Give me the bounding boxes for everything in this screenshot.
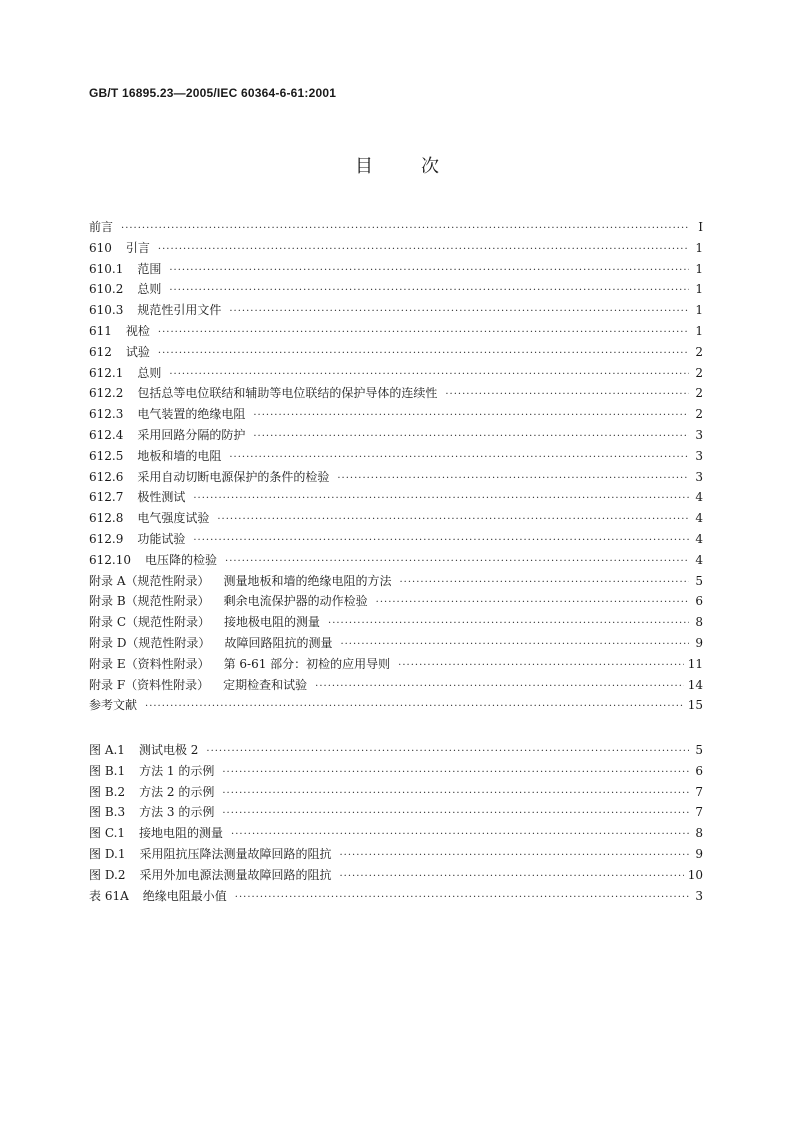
toc-entry-label: 功能试验: [137, 531, 186, 546]
toc-entry-number: 附录 D（规范性附录）: [89, 635, 211, 650]
toc-entry-label: 故障回路阻抗的测量: [224, 635, 333, 650]
toc-entry[interactable]: [89, 550, 703, 571]
toc-entry[interactable]: [89, 342, 703, 363]
toc-entry-label: 采用自动切断电源保护的条件的检验: [137, 469, 330, 484]
toc-entry-page-number: 6: [695, 594, 703, 609]
dot-leader: [169, 261, 689, 282]
toc-entry-label: 极性测试: [137, 490, 186, 505]
toc-entry-number: 610.3: [89, 303, 124, 318]
figure-entry-label: 采用阻抗压降法测量故障回路的阻抗: [139, 846, 332, 861]
dot-leader: [340, 635, 689, 656]
toc-entry-page-number: 3: [695, 469, 703, 484]
toc-entry-number: 612.8: [89, 511, 124, 526]
figure-entry-page-number: 3: [695, 888, 703, 903]
figure-entry-label: 采用外加电源法测量故障回路的阻抗: [139, 867, 332, 882]
dot-leader: [315, 677, 684, 698]
toc-entry-number: 612.7: [89, 490, 124, 505]
dot-leader: [445, 385, 689, 406]
toc-entry-page-number: 1: [695, 323, 703, 338]
dot-leader: [328, 614, 689, 635]
toc-entry-label: 规范性引用文件: [137, 303, 222, 318]
toc-entry[interactable]: [89, 571, 703, 592]
figure-list: [89, 740, 703, 906]
toc-entry[interactable]: [89, 363, 703, 384]
figure-entry-number: 图 B.2: [89, 784, 126, 799]
toc-entry-number: 612.10: [89, 552, 131, 567]
toc-entry-number: 附录 C（规范性附录）: [89, 615, 210, 630]
toc-entry-number: 612.3: [89, 407, 124, 422]
figure-entry[interactable]: [89, 844, 703, 865]
toc-entry-page-number: 4: [695, 552, 703, 567]
dot-leader: [158, 323, 689, 344]
dot-leader: [222, 763, 689, 784]
dot-leader: [222, 804, 689, 825]
figure-entry-page-number: 8: [695, 826, 703, 841]
toc-entry-label: 参考文献: [89, 698, 138, 713]
figure-entry[interactable]: [89, 823, 703, 844]
toc-entry-label: 引言: [125, 240, 150, 255]
toc-entry-number: 610.2: [89, 282, 124, 297]
toc-entry-label: 包括总等电位联结和辅助等电位联结的保护导体的连续性: [137, 386, 438, 401]
toc-entry-label: 范围: [137, 261, 162, 276]
toc-entry-number: 612.9: [89, 531, 124, 546]
toc-entry-number: 610.1: [89, 261, 124, 276]
toc-entry-label: 总则: [137, 365, 162, 380]
page-title: [0, 152, 794, 178]
figure-entry[interactable]: [89, 740, 703, 761]
toc-entry-number: 612.5: [89, 448, 124, 463]
toc-entry-label: 测量地板和墙的绝缘电阻的方法: [223, 573, 392, 588]
figure-entry-label: 测试电极 2: [138, 743, 199, 757]
dot-leader: [339, 846, 689, 867]
toc-entry-number: 611: [89, 323, 112, 338]
toc-entry-number: 附录 B（规范性附录）: [89, 594, 210, 609]
toc-entry[interactable]: [89, 467, 703, 488]
toc-entry[interactable]: [89, 695, 703, 716]
dot-leader: [253, 406, 689, 427]
figure-entry-label: 绝缘电阻最小值: [142, 888, 227, 903]
toc-entry-page-number: 3: [695, 427, 703, 442]
dot-leader: [235, 888, 689, 909]
toc-entry-label: 电气装置的绝缘电阻: [137, 407, 246, 422]
toc-entry[interactable]: [89, 425, 703, 446]
toc-entry-page-number: 4: [695, 531, 703, 546]
toc-entry-number: 附录 A（规范性附录）: [89, 573, 210, 588]
toc-entry-number: 612.2: [89, 386, 124, 401]
dot-leader: [253, 427, 689, 448]
figure-entry-number: 图 D.1: [89, 846, 126, 861]
figure-entry-page-number: 10: [687, 867, 703, 882]
figure-entry[interactable]: [89, 782, 703, 803]
toc-entry-number: 612.1: [89, 365, 124, 380]
toc-entry-number: 612.4: [89, 427, 124, 442]
figure-entry-label: 方法 3 的示例: [139, 805, 215, 820]
toc-entry-label: 电压降的检验: [145, 552, 218, 567]
page-title-part1: 目: [355, 156, 373, 177]
dot-leader: [169, 365, 689, 386]
dot-leader: [193, 531, 689, 552]
toc-entry-page-number: 5: [695, 573, 703, 588]
toc-entry-page-number: Ⅰ: [698, 220, 703, 234]
toc-entry-label: 电气强度试验: [137, 511, 210, 526]
toc-entry-page-number: 2: [695, 407, 703, 422]
page-title-part2: 次: [421, 156, 439, 177]
toc-entry-page-number: 14: [687, 677, 703, 692]
toc-entry-label: 视检: [125, 323, 150, 338]
toc-entry-page-number: 2: [695, 365, 703, 380]
figure-entry[interactable]: [89, 865, 703, 886]
toc-entry-page-number: 2: [695, 344, 703, 359]
standard-code: GB/T 16895.23—2005/IEC 60364-6-61:2001: [89, 86, 337, 100]
toc-entry-number: 612.6: [89, 469, 124, 484]
toc-entry-label: 接地极电阻的测量: [224, 615, 321, 630]
dot-leader: [217, 510, 689, 531]
toc-entry-page-number: 3: [695, 448, 703, 463]
toc-entry[interactable]: [89, 508, 703, 529]
dot-leader: [339, 867, 683, 888]
toc-entry-number: 612: [89, 344, 112, 359]
toc-entry[interactable]: [89, 279, 703, 300]
figure-entry-number: 表 61A: [89, 888, 129, 903]
dot-leader: [193, 489, 689, 510]
toc-entry[interactable]: [89, 633, 703, 654]
toc-entry[interactable]: [89, 300, 703, 321]
figure-entry-number: 图 A.1: [89, 743, 125, 757]
figure-entry-page-number: 6: [695, 763, 703, 778]
toc-entry-page-number: 4: [695, 511, 703, 526]
toc-entry[interactable]: [89, 217, 703, 238]
toc-entry-page-number: 1: [695, 303, 703, 318]
toc-entry-page-number: 4: [695, 490, 703, 505]
toc-entry[interactable]: [89, 654, 703, 675]
toc-entry[interactable]: [89, 446, 703, 467]
toc-list: [89, 217, 703, 716]
dot-leader: [231, 825, 689, 846]
toc-entry-page-number: 1: [695, 282, 703, 297]
dot-leader: [229, 302, 689, 323]
figure-entry-number: 图 C.1: [89, 826, 126, 841]
figure-entry-number: 图 B.1: [89, 763, 126, 778]
dot-leader: [376, 593, 689, 614]
figure-entry-label: 方法 1 的示例: [139, 763, 215, 778]
toc-entry[interactable]: [89, 259, 703, 280]
toc-entry-page-number: 1: [695, 261, 703, 276]
dot-leader: [229, 448, 689, 469]
figure-entry-number: 图 D.2: [89, 867, 126, 882]
dot-leader: [169, 281, 689, 302]
dot-leader: [121, 219, 689, 240]
toc-entry-label: 定期检查和试验: [223, 677, 308, 692]
toc-entry[interactable]: [89, 612, 703, 633]
toc-entry-page-number: 8: [695, 615, 703, 630]
figure-entry[interactable]: [89, 802, 703, 823]
toc-entry-label: 试验: [125, 344, 150, 359]
dot-leader: [337, 469, 689, 490]
toc-entry-page-number: 1: [695, 240, 703, 255]
toc-entry[interactable]: [89, 238, 703, 259]
figure-entry-number: 图 B.3: [89, 805, 126, 820]
toc-entry-number: 附录 F（资料性附录）: [89, 677, 210, 692]
toc-entry-label: 剩余电流保护器的动作检验: [223, 594, 368, 609]
dot-leader: [206, 742, 689, 763]
dot-leader: [400, 573, 690, 594]
toc-entry-number: 610: [89, 240, 112, 255]
toc-entry-number: 附录 E（资料性附录）: [89, 656, 210, 671]
toc-entry-page-number: 15: [687, 698, 703, 713]
toc-entry[interactable]: [89, 529, 703, 550]
toc-entry-label: 前言: [89, 220, 114, 234]
toc-entry[interactable]: [89, 404, 703, 425]
figure-entry-page-number: 9: [695, 846, 703, 861]
toc-entry[interactable]: [89, 383, 703, 404]
toc-entry-page-number: 2: [695, 386, 703, 401]
dot-leader: [158, 344, 689, 365]
toc-entry[interactable]: [89, 675, 703, 696]
figure-entry-page-number: 7: [695, 784, 703, 799]
dot-leader: [225, 552, 689, 573]
toc-entry-label: 采用回路分隔的防护: [137, 427, 246, 442]
toc-entry-page-number: 9: [695, 635, 703, 650]
toc-entry[interactable]: [89, 591, 703, 612]
dot-leader: [158, 240, 689, 261]
toc-entry-label: 总则: [137, 282, 162, 297]
dot-leader: [145, 697, 684, 718]
figure-entry-page-number: 5: [695, 743, 703, 757]
figure-entry-page-number: 7: [695, 805, 703, 820]
toc-entry[interactable]: [89, 487, 703, 508]
dot-leader: [222, 784, 689, 805]
toc-entry[interactable]: [89, 321, 703, 342]
figure-entry-label: 接地电阻的测量: [139, 826, 224, 841]
toc-entry-page-number: 11: [687, 656, 703, 671]
dot-leader: [398, 656, 684, 677]
figure-entry[interactable]: [89, 886, 703, 907]
toc-entry-label: 地板和墙的电阻: [137, 448, 222, 463]
figure-entry-label: 方法 2 的示例: [139, 784, 215, 799]
toc-entry-label: 第 6-61 部分：初检的应用导则: [223, 656, 391, 671]
figure-entry[interactable]: [89, 761, 703, 782]
